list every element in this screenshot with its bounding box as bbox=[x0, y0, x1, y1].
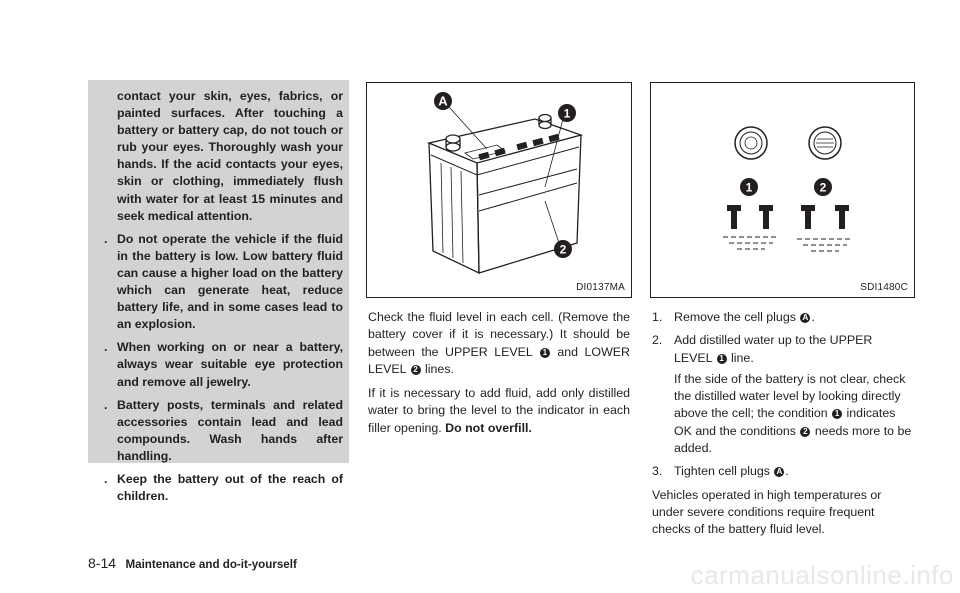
callout-marker: 1 bbox=[717, 354, 727, 364]
callout-2 bbox=[814, 178, 832, 196]
callout-marker: A bbox=[800, 313, 810, 323]
callout-1 bbox=[740, 178, 758, 196]
callout-marker: 1 bbox=[540, 348, 550, 358]
warning-text bbox=[104, 88, 343, 505]
callout-marker: 2 bbox=[411, 365, 421, 375]
callout-a bbox=[434, 92, 452, 110]
bullet-mark: . bbox=[104, 231, 108, 246]
paragraph: If it is necessary to add fluid, add only distilled water to bring the level to the indicator in each filler opening. Do not overfill. bbox=[368, 386, 630, 435]
figure-id: SDI1480C bbox=[860, 282, 908, 293]
bullet-mark: . bbox=[104, 340, 108, 355]
callout-marker: 1 bbox=[832, 409, 842, 419]
bullet-mark: . bbox=[104, 471, 108, 486]
battery-figure bbox=[366, 82, 632, 298]
warning-bullet: . When working on or near a battery, always wear suitable eye protection and remove all jewelry. bbox=[104, 340, 343, 389]
svg-text:1: 1 bbox=[745, 180, 753, 195]
step: 2. Add distilled water up to the UPPER LEVEL 1 line. bbox=[652, 333, 873, 365]
fluid-check-text bbox=[368, 309, 630, 437]
warning-bullet: . Do not operate the vehicle if the fluid in the battery is low. Low battery fluid can cause a higher load on the battery which can generate heat, reduce battery life, and in some cases lead to an explosion. bbox=[104, 231, 343, 332]
callout-1 bbox=[558, 104, 576, 122]
paragraph: Check the fluid level in each cell. (Remove the battery cover if it is necessary.) It should be between the UPPER LEVEL 1 and LOWER LEVEL 2 lines. bbox=[368, 310, 630, 376]
step: 1. Remove the cell plugs A . bbox=[652, 310, 815, 324]
fluid-level-illustration bbox=[651, 83, 914, 297]
watermark: carmanualsonline.info bbox=[690, 560, 954, 590]
callout-marker: 2 bbox=[800, 427, 810, 437]
svg-text:1: 1 bbox=[563, 106, 571, 121]
fluid-level-figure bbox=[650, 82, 915, 298]
step-note: If the side of the battery is not clear, check the distilled water level by looking directly above the cell; the condition 1 indicates OK and the conditions 2 needs more to be added. bbox=[674, 371, 912, 456]
page-number: 8-14 bbox=[88, 555, 117, 571]
svg-text:2: 2 bbox=[819, 180, 827, 195]
emphasis: Do not overfill. bbox=[445, 420, 532, 435]
procedure-text bbox=[652, 309, 913, 539]
callout-2 bbox=[554, 240, 572, 258]
step: 3. Tighten cell plugs A . bbox=[652, 464, 789, 479]
warning-bullet: . Keep the battery out of the reach of children. bbox=[104, 471, 343, 504]
paragraph: Vehicles operated in high temperatures or under severe conditions require frequent checks of the battery fluid level. bbox=[652, 487, 882, 537]
svg-text:2: 2 bbox=[559, 242, 567, 257]
warning-bullet: . Battery posts, terminals and related accessories contain lead and lead compounds. Wash hands after handling. bbox=[104, 397, 343, 463]
svg-text:A: A bbox=[438, 93, 448, 109]
warning-intro: contact your skin, eyes, fabrics, or painted surfaces. After touching a battery or battery cap, do not touch or rub your eyes. Thoroughly wash your hands. If the acid contacts your eyes, skin or clothing, immediately flush with water for at least 15 minutes and seek medical attention. bbox=[117, 89, 343, 223]
bullet-mark: . bbox=[104, 397, 108, 412]
figure-id: DI0137MA bbox=[576, 282, 625, 293]
section-title: Maintenance and do-it-yourself bbox=[125, 558, 297, 571]
callout-marker: A bbox=[774, 467, 784, 477]
page-footer bbox=[88, 555, 297, 571]
battery-illustration bbox=[367, 83, 631, 297]
